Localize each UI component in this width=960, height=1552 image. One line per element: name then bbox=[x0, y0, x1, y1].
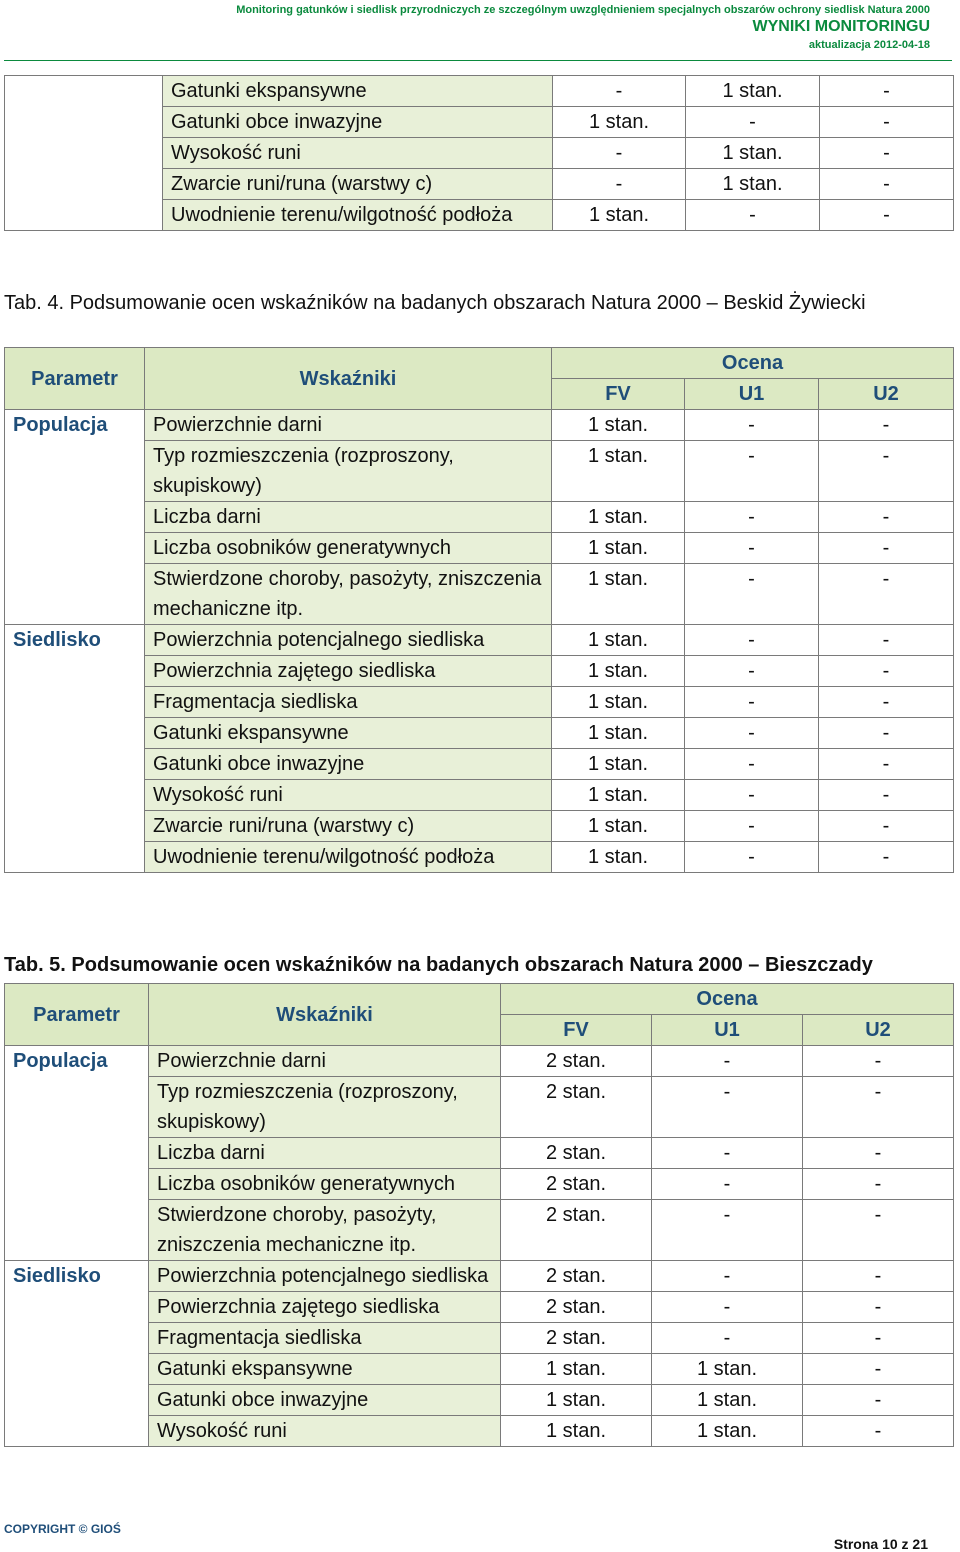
table-row bbox=[5, 441, 954, 502]
u2-cell: - bbox=[820, 169, 954, 200]
table-bieszczady bbox=[4, 983, 954, 1447]
fv-cell: 1 stan. bbox=[552, 718, 685, 749]
u2-cell: - bbox=[819, 564, 954, 625]
table-row bbox=[5, 780, 954, 811]
u1-cell: - bbox=[652, 1200, 803, 1261]
group-label: Siedlisko bbox=[5, 625, 145, 873]
u1-cell: 1 stan. bbox=[652, 1385, 803, 1416]
u1-cell: - bbox=[686, 200, 820, 231]
header-indicators: Wskaźniki bbox=[149, 984, 501, 1046]
table-row bbox=[5, 687, 954, 718]
indicator-cell: Fragmentacja siedliska bbox=[145, 687, 552, 718]
header-divider bbox=[4, 60, 952, 61]
u2-cell: - bbox=[803, 1169, 954, 1200]
table-continuation bbox=[4, 75, 954, 231]
table-row bbox=[5, 718, 954, 749]
u2-cell: - bbox=[803, 1416, 954, 1447]
fv-cell: 2 stan. bbox=[501, 1200, 652, 1261]
u2-cell: - bbox=[819, 780, 954, 811]
header-rating: Ocena bbox=[552, 348, 954, 379]
fv-cell: 1 stan. bbox=[552, 410, 685, 441]
u1-cell: - bbox=[685, 687, 819, 718]
u1-cell: - bbox=[685, 533, 819, 564]
u2-cell: - bbox=[803, 1077, 954, 1138]
header-param: Parametr bbox=[5, 984, 149, 1046]
fv-cell: 2 stan. bbox=[501, 1169, 652, 1200]
fv-cell: 1 stan. bbox=[552, 441, 685, 502]
table-row bbox=[5, 76, 954, 107]
u1-cell: - bbox=[685, 811, 819, 842]
u1-cell: - bbox=[652, 1323, 803, 1354]
fv-cell: 1 stan. bbox=[552, 564, 685, 625]
group-label: Populacja bbox=[5, 410, 145, 625]
u2-cell: - bbox=[803, 1323, 954, 1354]
u1-cell: - bbox=[685, 749, 819, 780]
indicator-cell: Powierzchnia zajętego siedliska bbox=[149, 1292, 501, 1323]
table-row bbox=[5, 656, 954, 687]
header-title: Monitoring gatunków i siedlisk przyrodniczych ze szczególnym uwzględnieniem specjalnych obszarów ochrony siedlisk Natura 2000 bbox=[236, 4, 930, 16]
fv-cell: - bbox=[553, 169, 686, 200]
u1-cell: - bbox=[685, 502, 819, 533]
fv-cell: 2 stan. bbox=[501, 1323, 652, 1354]
indicator-cell: Zwarcie runi/runa (warstwy c) bbox=[163, 169, 553, 200]
fv-cell: 1 stan. bbox=[501, 1354, 652, 1385]
u2-cell: - bbox=[819, 842, 954, 873]
u1-cell: - bbox=[686, 107, 820, 138]
u2-cell: - bbox=[803, 1138, 954, 1169]
u2-cell: - bbox=[803, 1385, 954, 1416]
fv-cell: 1 stan. bbox=[552, 842, 685, 873]
indicator-cell: Powierzchnia potencjalnego siedliska bbox=[145, 625, 552, 656]
table-row bbox=[5, 1046, 954, 1077]
indicator-cell: Liczba darni bbox=[149, 1138, 501, 1169]
u1-cell: - bbox=[652, 1138, 803, 1169]
u1-cell: 1 stan. bbox=[686, 138, 820, 169]
indicator-cell: Zwarcie runi/runa (warstwy c) bbox=[145, 811, 552, 842]
fv-cell: 2 stan. bbox=[501, 1292, 652, 1323]
table-row bbox=[5, 1261, 954, 1292]
table-row bbox=[5, 533, 954, 564]
fv-cell: 2 stan. bbox=[501, 1077, 652, 1138]
u1-cell: - bbox=[685, 441, 819, 502]
indicator-cell: Gatunki obce inwazyjne bbox=[149, 1385, 501, 1416]
header-section: WYNIKI MONITORINGU bbox=[752, 18, 930, 35]
fv-cell: 1 stan. bbox=[552, 811, 685, 842]
table-row bbox=[5, 625, 954, 656]
header-param: Parametr bbox=[5, 348, 145, 410]
u1-cell: - bbox=[685, 656, 819, 687]
fv-cell: 1 stan. bbox=[552, 656, 685, 687]
u2-cell: - bbox=[819, 441, 954, 502]
indicator-cell: Typ rozmieszczenia (rozproszony, skupiskowy) bbox=[145, 441, 552, 502]
fv-cell: 2 stan. bbox=[501, 1261, 652, 1292]
u1-cell: - bbox=[652, 1261, 803, 1292]
u1-cell: 1 stan. bbox=[652, 1354, 803, 1385]
indicator-cell: Gatunki obce inwazyjne bbox=[163, 107, 553, 138]
fv-cell: 1 stan. bbox=[552, 749, 685, 780]
group-label: Siedlisko bbox=[5, 1261, 149, 1447]
indicator-cell: Typ rozmieszczenia (rozproszony, skupiskowy) bbox=[149, 1077, 501, 1138]
table-row bbox=[5, 410, 954, 441]
table-beskid-zywiecki bbox=[4, 347, 954, 873]
u2-cell: - bbox=[803, 1200, 954, 1261]
u2-cell: - bbox=[819, 533, 954, 564]
u2-cell: - bbox=[820, 107, 954, 138]
indicator-cell: Gatunki ekspansywne bbox=[149, 1354, 501, 1385]
u2-cell: - bbox=[803, 1261, 954, 1292]
fv-cell: 1 stan. bbox=[553, 107, 686, 138]
u1-cell: 1 stan. bbox=[652, 1416, 803, 1447]
fv-cell: 1 stan. bbox=[552, 502, 685, 533]
u2-cell: - bbox=[819, 718, 954, 749]
indicator-cell: Liczba osobników generatywnych bbox=[149, 1169, 501, 1200]
header-date: aktualizacja 2012-04-18 bbox=[808, 39, 930, 51]
u1-cell: - bbox=[685, 410, 819, 441]
indicator-cell: Stwierdzone choroby, pasożyty, zniszczenia mechaniczne itp. bbox=[149, 1200, 501, 1261]
header-rating: Ocena bbox=[501, 984, 954, 1015]
indicator-cell: Powierzchnie darni bbox=[145, 410, 552, 441]
table-row bbox=[5, 749, 954, 780]
header-indicators: Wskaźniki bbox=[145, 348, 552, 410]
indicator-cell: Fragmentacja siedliska bbox=[149, 1323, 501, 1354]
fv-cell: 1 stan. bbox=[501, 1385, 652, 1416]
header-u2: U2 bbox=[803, 1015, 954, 1046]
table-row bbox=[5, 502, 954, 533]
u2-cell: - bbox=[803, 1354, 954, 1385]
u2-cell: - bbox=[803, 1292, 954, 1323]
u2-cell: - bbox=[819, 749, 954, 780]
fv-cell: 1 stan. bbox=[552, 533, 685, 564]
indicator-cell: Powierzchnia potencjalnego siedliska bbox=[149, 1261, 501, 1292]
indicator-cell: Powierzchnie darni bbox=[149, 1046, 501, 1077]
fv-cell: 1 stan. bbox=[553, 200, 686, 231]
indicator-cell: Stwierdzone choroby, pasożyty, zniszczenia mechaniczne itp. bbox=[145, 564, 552, 625]
table-row bbox=[5, 811, 954, 842]
fv-cell: 2 stan. bbox=[501, 1138, 652, 1169]
u2-cell: - bbox=[819, 687, 954, 718]
fv-cell: - bbox=[553, 76, 686, 107]
header-u2: U2 bbox=[819, 379, 954, 410]
indicator-cell: Uwodnienie terenu/wilgotność podłoża bbox=[145, 842, 552, 873]
table-row bbox=[5, 564, 954, 625]
u2-cell: - bbox=[819, 625, 954, 656]
header-fv: FV bbox=[552, 379, 685, 410]
fv-cell: 2 stan. bbox=[501, 1046, 652, 1077]
table-row bbox=[5, 842, 954, 873]
fv-cell: 1 stan. bbox=[552, 780, 685, 811]
u1-cell: 1 stan. bbox=[686, 76, 820, 107]
indicator-cell: Gatunki ekspansywne bbox=[145, 718, 552, 749]
header-fv: FV bbox=[501, 1015, 652, 1046]
indicator-cell: Powierzchnia zajętego siedliska bbox=[145, 656, 552, 687]
u1-cell: - bbox=[652, 1077, 803, 1138]
u2-cell: - bbox=[820, 200, 954, 231]
u1-cell: - bbox=[685, 842, 819, 873]
indicator-cell: Liczba darni bbox=[145, 502, 552, 533]
u2-cell: - bbox=[819, 656, 954, 687]
u2-cell: - bbox=[819, 811, 954, 842]
indicator-cell: Wysokość runi bbox=[163, 138, 553, 169]
u1-cell: - bbox=[685, 780, 819, 811]
indicator-cell: Liczba osobników generatywnych bbox=[145, 533, 552, 564]
indicator-cell: Wysokość runi bbox=[149, 1416, 501, 1447]
header-u1: U1 bbox=[685, 379, 819, 410]
fv-cell: 1 stan. bbox=[552, 687, 685, 718]
page-number: Strona 10 z 21 bbox=[833, 1536, 928, 1552]
u1-cell: - bbox=[685, 718, 819, 749]
indicator-cell: Uwodnienie terenu/wilgotność podłoża bbox=[163, 200, 553, 231]
group-cell bbox=[5, 76, 163, 231]
u1-cell: 1 stan. bbox=[686, 169, 820, 200]
u2-cell: - bbox=[803, 1046, 954, 1077]
indicator-cell: Wysokość runi bbox=[145, 780, 552, 811]
u2-cell: - bbox=[820, 138, 954, 169]
group-label: Populacja bbox=[5, 1046, 149, 1261]
indicator-cell: Gatunki obce inwazyjne bbox=[145, 749, 552, 780]
indicator-cell: Gatunki ekspansywne bbox=[163, 76, 553, 107]
u1-cell: - bbox=[652, 1292, 803, 1323]
u1-cell: - bbox=[685, 625, 819, 656]
fv-cell: 1 stan. bbox=[552, 625, 685, 656]
fv-cell: - bbox=[553, 138, 686, 169]
u1-cell: - bbox=[685, 564, 819, 625]
u2-cell: - bbox=[819, 410, 954, 441]
u1-cell: - bbox=[652, 1169, 803, 1200]
u2-cell: - bbox=[820, 76, 954, 107]
u2-cell: - bbox=[819, 502, 954, 533]
fv-cell: 1 stan. bbox=[501, 1416, 652, 1447]
copyright: COPYRIGHT © GIOŚ bbox=[4, 1522, 121, 1536]
u1-cell: - bbox=[652, 1046, 803, 1077]
table5-caption: Tab. 5. Podsumowanie ocen wskaźników na badanych obszarach Natura 2000 – Bieszczady bbox=[4, 954, 873, 976]
header-u1: U1 bbox=[652, 1015, 803, 1046]
table4-caption: Tab. 4. Podsumowanie ocen wskaźników na badanych obszarach Natura 2000 – Beskid Żywiecki bbox=[4, 292, 866, 314]
